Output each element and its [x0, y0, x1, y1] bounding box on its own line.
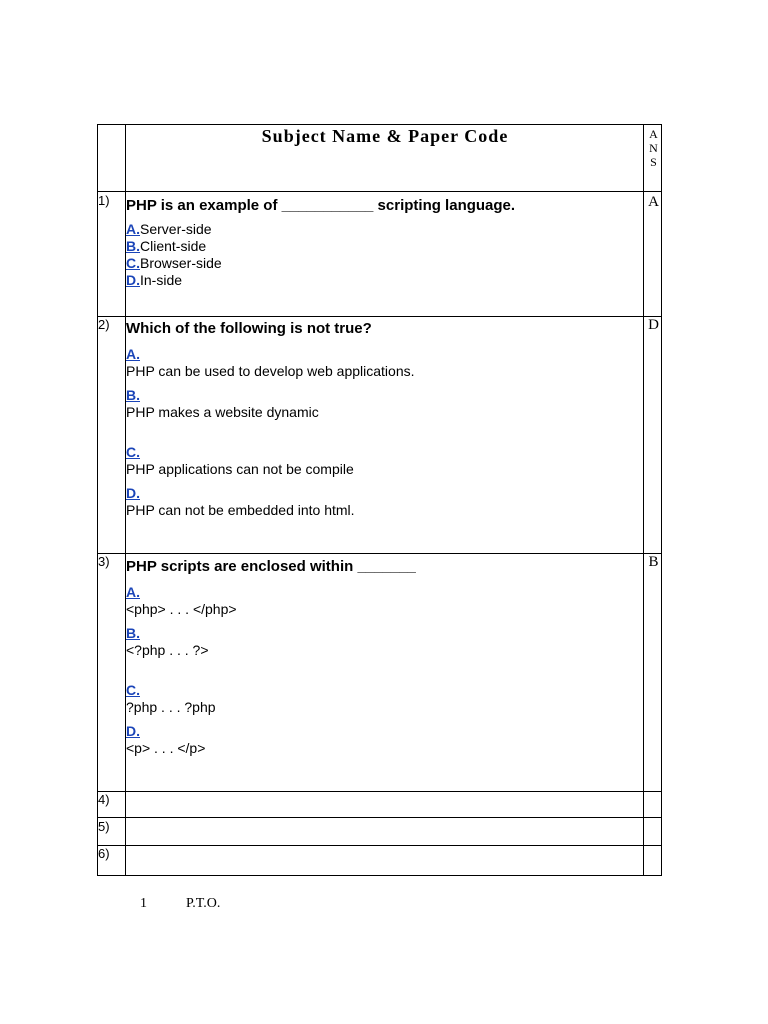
- option-text: <p> . . . </p>: [126, 740, 206, 756]
- option-letter: B.: [126, 387, 140, 403]
- option-text: In-side: [140, 272, 183, 288]
- column-divider: [643, 124, 644, 876]
- table-border-top: [97, 124, 662, 125]
- option-row: [126, 238, 206, 255]
- pto-note: P.T.O.: [186, 896, 221, 911]
- answer-key: B: [648, 554, 659, 570]
- option-text: Browser-side: [140, 255, 222, 271]
- option-text: PHP can be used to develop web applications.: [126, 363, 415, 379]
- question-text: PHP is an example of ___________ scripting language.: [126, 197, 516, 214]
- paper-title: Subject Name & Paper Code: [261, 126, 509, 146]
- table-border-bottom: [97, 875, 662, 876]
- option-row: [126, 255, 222, 272]
- option-text: PHP makes a website dynamic: [126, 404, 319, 420]
- answer-column-header: [645, 127, 662, 169]
- option-letter: B.: [126, 625, 140, 641]
- option-letter: A.: [126, 584, 140, 600]
- row-divider: [97, 791, 662, 792]
- table-border-left: [97, 124, 98, 876]
- row-divider: [97, 845, 662, 846]
- option-letter: D.: [126, 272, 140, 288]
- question-table: [97, 124, 662, 876]
- answer-header-letter: N: [649, 141, 658, 155]
- answer-key: A: [648, 194, 659, 210]
- row-divider: [97, 191, 662, 192]
- option-row: [126, 272, 182, 289]
- question-number: 1): [98, 193, 110, 208]
- row-divider: [97, 817, 662, 818]
- question-text: PHP scripts are enclosed within _______: [126, 558, 416, 575]
- option-text: PHP applications can not be compile: [126, 461, 354, 477]
- option-letter: B.: [126, 238, 140, 254]
- page-number: 1: [140, 896, 147, 911]
- option-text: Client-side: [140, 238, 207, 254]
- question-text: Which of the following is not true?: [126, 320, 372, 337]
- question-number: 4): [98, 792, 110, 807]
- option-text: <php> . . . </php>: [126, 601, 237, 617]
- answer-key: D: [648, 317, 659, 333]
- option-text: <?php . . . ?>: [126, 642, 209, 658]
- row-divider: [97, 553, 662, 554]
- option-letter: C.: [126, 255, 140, 271]
- option-letter: A.: [126, 346, 140, 362]
- option-letter: A.: [126, 221, 140, 237]
- option-letter: D.: [126, 485, 140, 501]
- question-number: 5): [98, 819, 110, 834]
- row-divider: [97, 316, 662, 317]
- option-letter: C.: [126, 682, 140, 698]
- answer-header-letter: S: [650, 155, 657, 169]
- option-letter: D.: [126, 723, 140, 739]
- option-row: [126, 221, 212, 238]
- answer-header-letter: A: [649, 127, 658, 141]
- question-number: 2): [98, 317, 110, 332]
- option-text: PHP can not be embedded into html.: [126, 502, 355, 518]
- option-letter: C.: [126, 444, 140, 460]
- question-number: 6): [98, 846, 110, 861]
- option-text: Server-side: [140, 221, 212, 237]
- table-border-right: [661, 124, 662, 876]
- option-text: ?php . . . ?php: [126, 699, 216, 715]
- question-number: 3): [98, 554, 110, 569]
